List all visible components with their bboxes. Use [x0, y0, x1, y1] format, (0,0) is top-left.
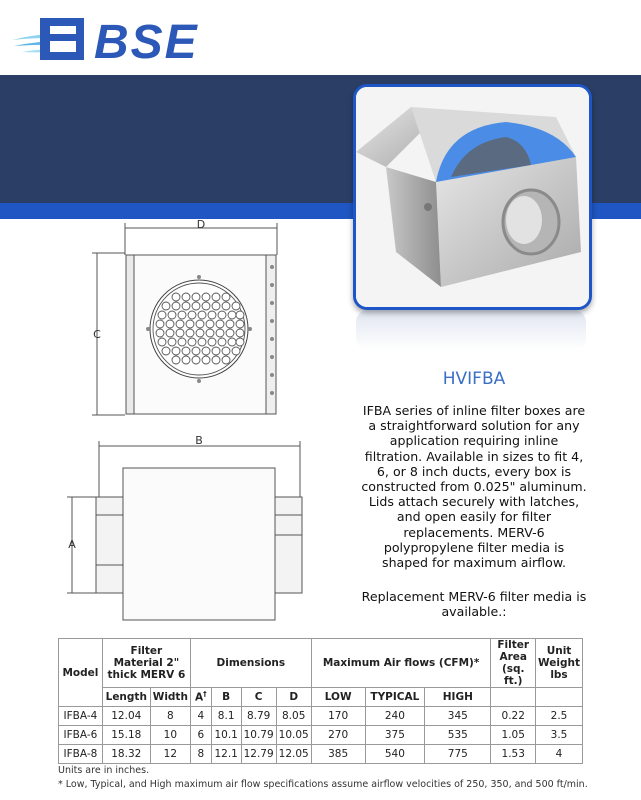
brand-name: BSE	[94, 16, 199, 69]
label-a: A	[68, 538, 76, 551]
filter-box-image	[356, 87, 589, 307]
header-filter-area: Filter Area (sq. ft.)	[491, 639, 536, 688]
right-collar	[275, 497, 302, 593]
subheader-c: C	[241, 688, 276, 707]
product-photo	[353, 84, 592, 310]
subheader-length: Length	[102, 688, 150, 707]
technical-drawing	[0, 215, 340, 630]
product-title: HVIFBA	[442, 369, 506, 389]
subheader-a: A†	[190, 688, 211, 707]
spec-table	[58, 638, 583, 764]
table-row: IFBA-8 18.32 12 8 12.1 12.79 12.05 385 540 775 1.53 4	[59, 745, 583, 764]
header-unit-weight: Unit Weight lbs	[536, 639, 583, 688]
side-view-box	[123, 468, 275, 620]
left-collar	[96, 497, 123, 593]
header-filter-material: Filter Material 2" thick MERV 6	[102, 639, 190, 688]
subheader-blank-area	[491, 688, 536, 707]
header-airflow: Maximum Air flows (CFM)*	[311, 639, 491, 688]
airflow-note: * Low, Typical, and High maximum air flow specifications assume airflow velocities of 250, 350, and 500 ft/min.	[58, 779, 588, 790]
replacement-note: Replacement MERV-6 filter media is available.:	[361, 589, 587, 620]
header-model: Model	[59, 639, 103, 707]
subheader-blank-weight	[536, 688, 583, 707]
logo-swoosh-icon	[12, 10, 92, 68]
label-d: D	[196, 218, 206, 231]
table-row: IFBA-4 12.04 8 4 8.1 8.79 8.05 170 240 345 0.22 2.5	[59, 707, 583, 726]
label-c: C	[93, 328, 101, 341]
header-dimensions: Dimensions	[190, 639, 311, 688]
brand-logo	[12, 10, 222, 68]
table-row: IFBA-6 15.18 10 6 10.1 10.79 10.05 270 375 535 1.05 3.5	[59, 726, 583, 745]
subheader-d: D	[276, 688, 311, 707]
subheader-width: Width	[150, 688, 190, 707]
photo-reflection	[356, 310, 586, 350]
subheader-high: HIGH	[425, 688, 491, 707]
subheader-low: LOW	[311, 688, 365, 707]
product-description: IFBA series of inline filter boxes are a straightforward solution for any application requiring inline filtration. Available in sizes to fit 4, 6, or 8 inch ducts, every box is constructed from 0.025" aluminum. Lids attach securely with latches, and open easily for filter replacements. MERV-6 polypropylene filter media is shaped for maximum airflow.	[361, 403, 587, 571]
label-b: B	[195, 434, 203, 447]
subheader-b: B	[211, 688, 241, 707]
units-note: Units are in inches.	[58, 765, 150, 776]
subheader-typical: TYPICAL	[365, 688, 425, 707]
